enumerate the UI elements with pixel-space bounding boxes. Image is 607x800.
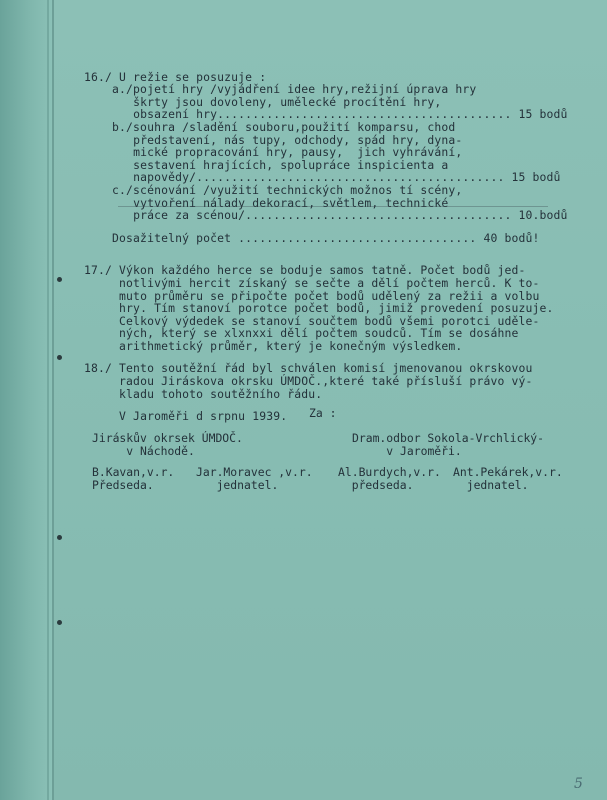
signatory-4 bbox=[453, 466, 563, 491]
total-points-line: Dosažitelný počet .................................. 40 bodů! bbox=[112, 230, 540, 245]
right-org-line: Dram.odbor Sokola-Vrchlický- bbox=[352, 431, 545, 445]
punch-hole bbox=[57, 355, 62, 360]
section-18-line: radou Jiráskova okrsku ÚMDOČ.,které také přísluší právo vý- bbox=[119, 374, 533, 389]
right-org-line: v Jaroměři. bbox=[386, 443, 462, 458]
signatory-name: B.Kavan,v.r. bbox=[92, 465, 175, 479]
section-16-line: práce za scénou/...................................... 10.bodů bbox=[133, 208, 568, 223]
section-16-line: škrty jsou dovoleny, umělecké procítění hry, bbox=[133, 94, 442, 109]
left-org-line: Jiráskův okrsek ÚMDOČ. bbox=[92, 431, 243, 445]
section-16-line: vytvoření nálady dekorací, světlem, technické bbox=[133, 195, 449, 210]
section-17-line: hry. Tím stanoví porotce počet bodů, jimiž provedení posuzuje. bbox=[119, 301, 554, 316]
section-16-line: obsazení hry.......................................... 15 bodů bbox=[133, 107, 568, 122]
section-16-line: napovědy/............................................ 15 bodů bbox=[133, 170, 561, 185]
section-16-line: b./souhra /sladění souboru,použití komparsu, chod bbox=[112, 119, 456, 134]
total-points bbox=[84, 232, 554, 245]
section-18 bbox=[84, 362, 554, 400]
signatory-role: jednatel. bbox=[216, 477, 279, 492]
spine-fold-line bbox=[47, 0, 49, 800]
place-date-line: V Jaroměři d srpnu 1939. bbox=[119, 409, 288, 424]
left-organization bbox=[92, 432, 243, 457]
typed-document bbox=[84, 58, 568, 435]
section-16-line: mické propracování hry, pausy, jich vyhrávání, bbox=[133, 145, 463, 160]
signatory-role: jednatel. bbox=[466, 477, 529, 492]
section-17-line: 17./ Výkon každého herce se boduje samos tatně. Počet bodů jed- bbox=[84, 263, 526, 278]
punch-hole bbox=[57, 277, 62, 282]
za-label: Za : bbox=[309, 406, 337, 420]
signatory-role: předseda. bbox=[351, 477, 414, 492]
section-17-line: muto průměru se připočte počet bodů udělený za režii a volbu bbox=[119, 288, 540, 303]
section-16-line: c./scénování /využití technických možnos tí scény, bbox=[112, 182, 463, 197]
section-17-line: ných, který se xlxnxxi dělí počtem soudců. Tím se dosáhne bbox=[119, 326, 519, 341]
section-16 bbox=[84, 69, 568, 223]
punch-hole bbox=[57, 535, 62, 540]
section-16-heading: 16./ U režie se posuzuje : bbox=[84, 69, 267, 84]
binding-spine bbox=[0, 0, 54, 800]
section-16-line: a./pojetí hry /vyjádření idee hry,režijní úprava hry bbox=[112, 82, 477, 97]
left-org-line: v Náchodě. bbox=[126, 443, 195, 458]
signatory-1 bbox=[92, 466, 174, 491]
punch-hole bbox=[57, 620, 62, 625]
signatory-3 bbox=[338, 466, 441, 491]
signatory-role: Předseda. bbox=[92, 477, 154, 492]
signatory-name: Ant.Pekárek,v.r. bbox=[453, 465, 563, 479]
page-number: 5 bbox=[574, 776, 583, 792]
section-16-line: sestavení hrajících, spolupráce inspicienta a bbox=[133, 157, 449, 172]
section-17-line: notlivými hercit získaný se sečte a dělí počtem herců. K to- bbox=[119, 275, 540, 290]
signatory-2 bbox=[196, 466, 313, 491]
section-18-line: 18./ Tento soutěžní řád byl schválen komisí jmenovanou okrskovou bbox=[84, 361, 533, 376]
section-17-line: arithmetický průměr, který je konečným výsledkem. bbox=[119, 338, 463, 353]
total-separator-rule bbox=[118, 206, 548, 207]
section-18-line: kladu tohoto soutěžního řádu. bbox=[119, 386, 323, 401]
section-16-line: představení, nás tupy, odchody, spád hry, dyna- bbox=[133, 132, 463, 147]
section-17-line: Celkový výdedek se stanoví součtem bodů všemi porotci uděle- bbox=[119, 313, 540, 328]
signatory-name: Al.Burdych,v.r. bbox=[338, 465, 441, 479]
section-17 bbox=[84, 264, 554, 352]
right-organization bbox=[352, 432, 544, 457]
signatory-name: Jar.Moravec ,v.r. bbox=[196, 465, 313, 479]
